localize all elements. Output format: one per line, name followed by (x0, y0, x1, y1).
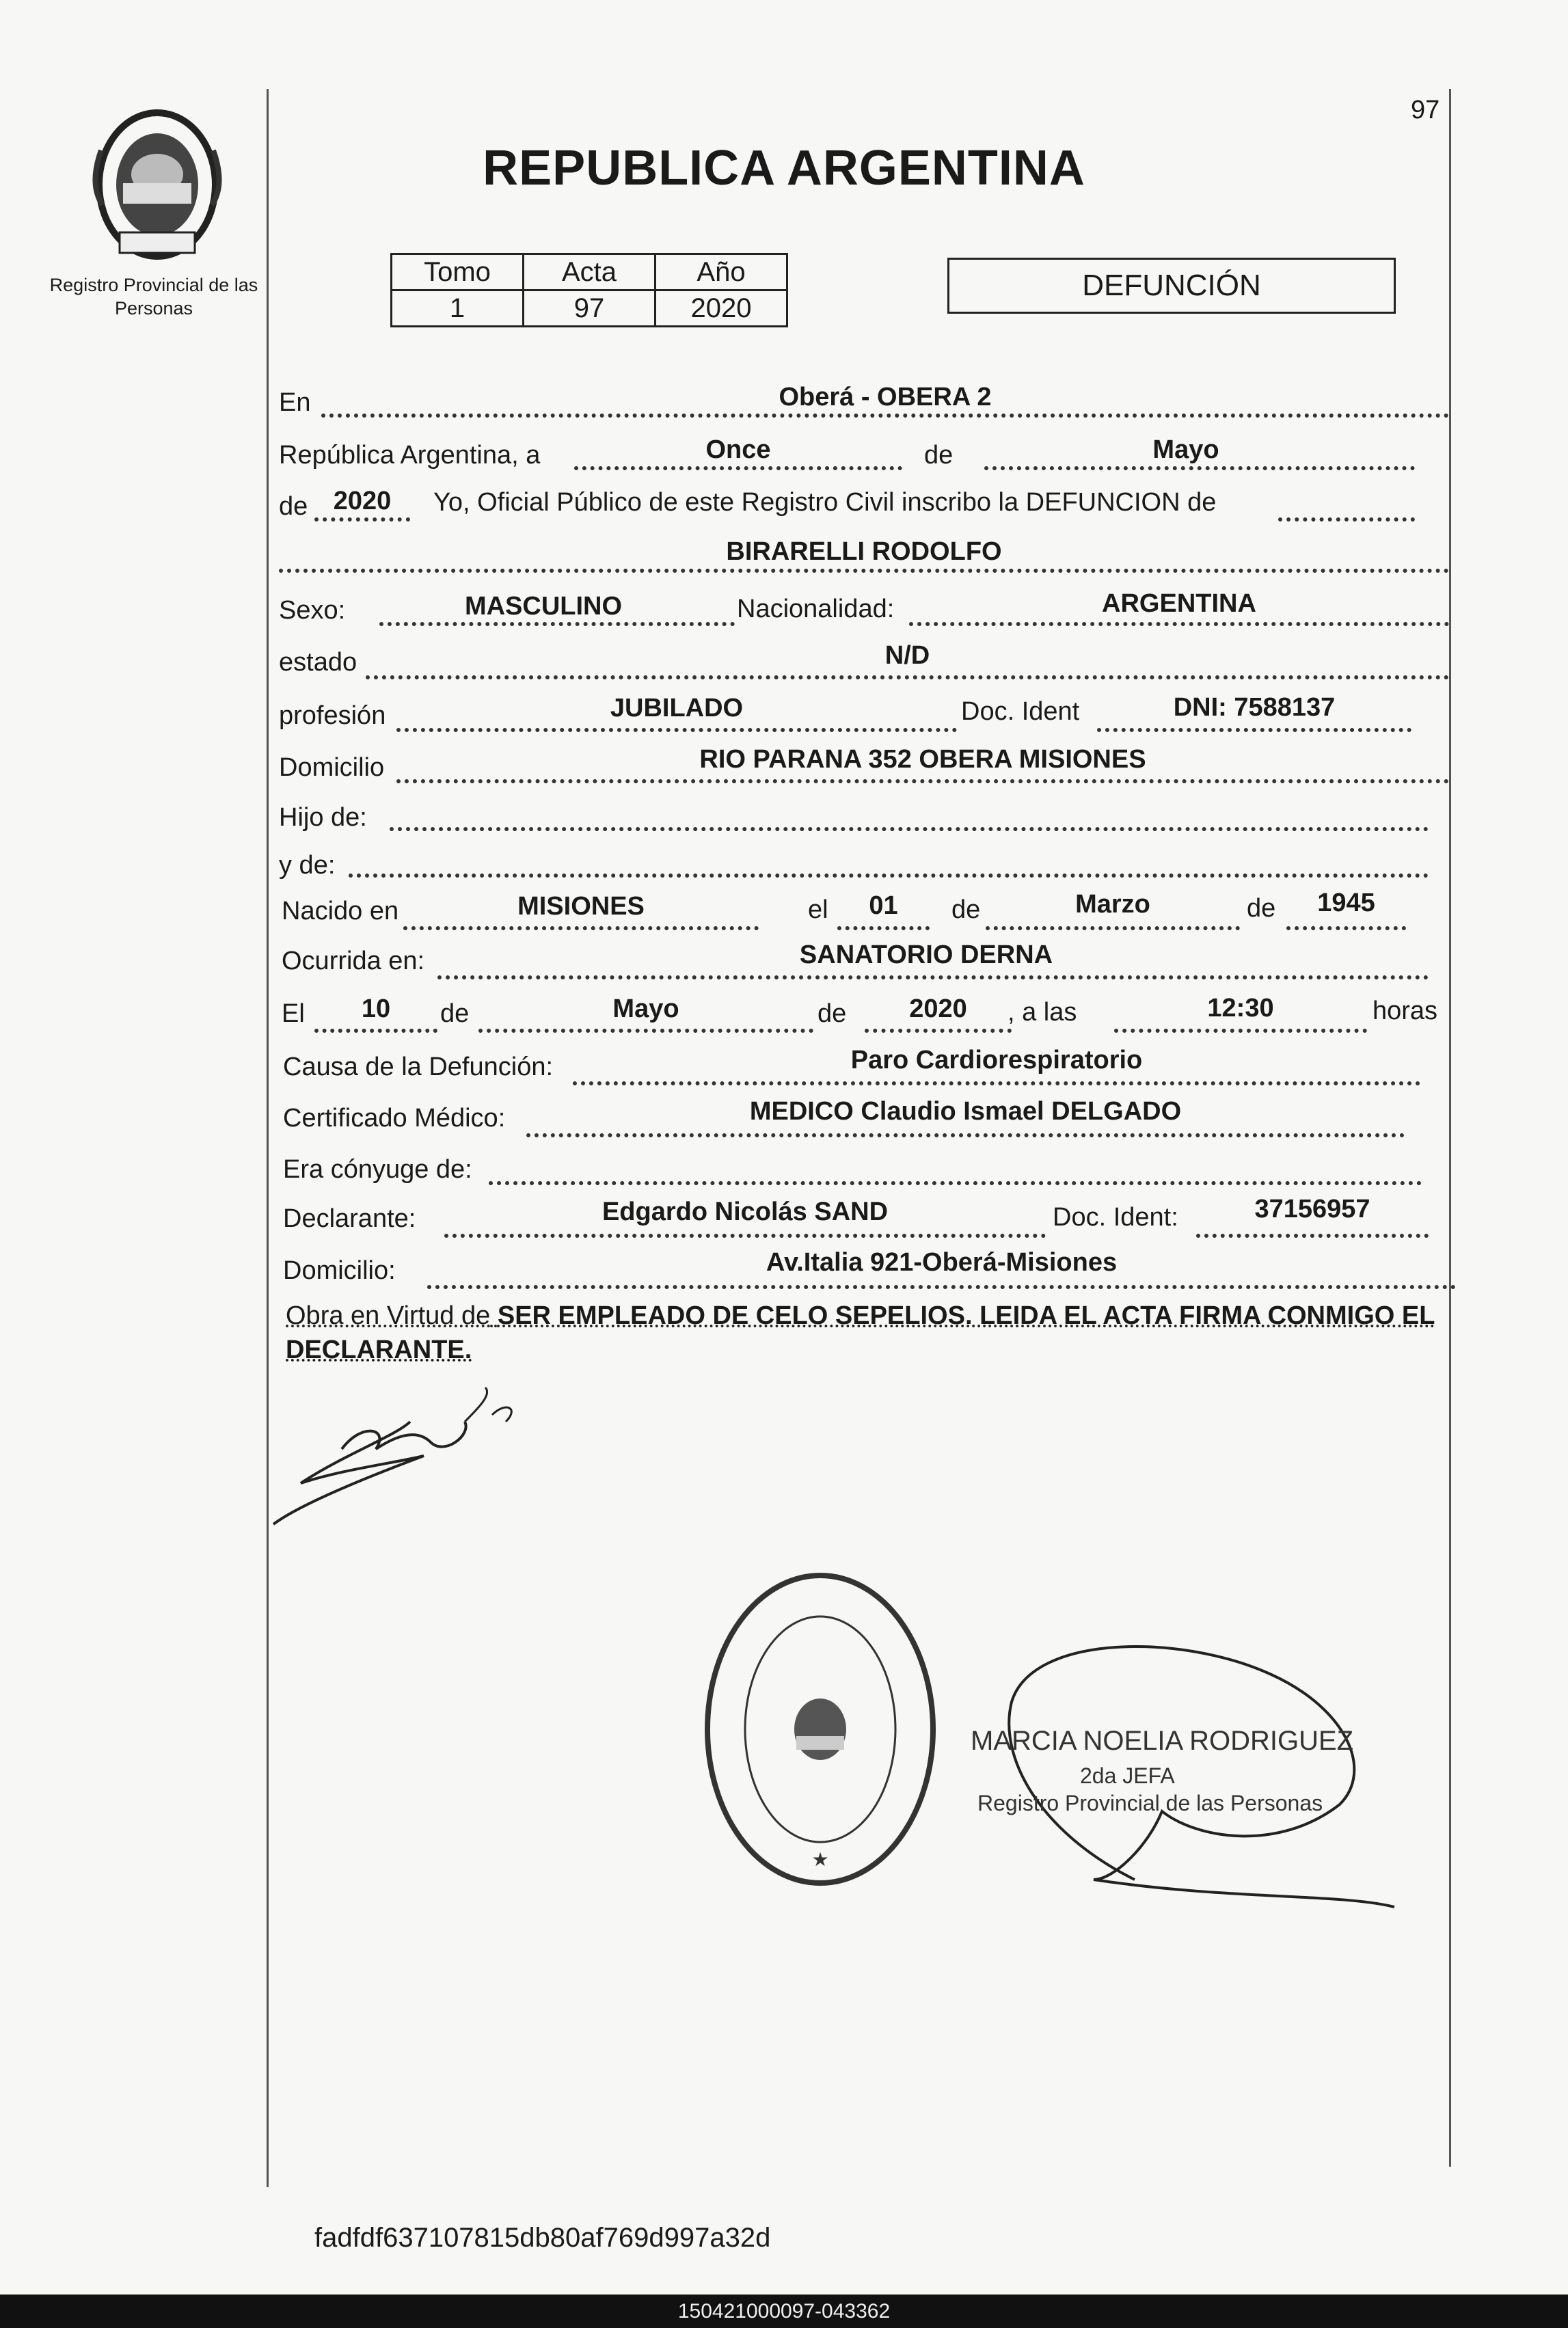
dotted-line (279, 569, 1449, 573)
label-causa: Causa de la Defunción: (283, 1053, 554, 1081)
label-el2: El (282, 999, 305, 1028)
dotted-line (379, 622, 735, 626)
official-role: 2da JEFA (1080, 1763, 1175, 1788)
label-profesion: profesión (279, 701, 386, 730)
label-de-d: de (817, 999, 847, 1028)
value-nombre: BIRARELLI RODOLFO (726, 537, 1002, 566)
left-margin-line (267, 89, 269, 2187)
value-causa: Paro Cardiorespiratorio (850, 1046, 1143, 1074)
value-dni: DNI: 7588137 (1173, 693, 1336, 722)
dotted-line (837, 926, 930, 930)
dotted-line (526, 1133, 1405, 1137)
dotted-line (321, 414, 1449, 418)
official-signature (957, 1606, 1408, 1921)
dotted-line (314, 517, 410, 522)
label-yo-text: Yo, Oficial Público de este Registro Civil inscribo la DEFUNCION de (433, 488, 1217, 517)
value-nacido-anio: 1945 (1317, 889, 1375, 917)
table-row (392, 254, 787, 290)
value-sexo: MASCULINO (464, 592, 623, 621)
dotted-line (1114, 1029, 1367, 1033)
dotted-line (396, 779, 1449, 783)
label-conyuge: Era cónyuge de: (283, 1155, 472, 1184)
obra-en-virtud (286, 1299, 1456, 1367)
value-muerte-anio: 2020 (909, 994, 967, 1023)
label-de: de (924, 441, 954, 470)
value-profesion: JUBILADO (610, 694, 744, 722)
value-anio: 2020 (333, 487, 392, 515)
value-hora: 12:30 (1207, 994, 1274, 1023)
svg-text:★: ★ (811, 1848, 829, 1871)
right-margin-line (1449, 89, 1451, 2167)
label-ocurrida-en: Ocurrida en: (282, 947, 425, 975)
header-acta: Acta (524, 254, 655, 290)
value-dia-letras: Once (705, 435, 771, 464)
value-muerte-dia: 10 (361, 994, 391, 1023)
label-estado: estado (279, 648, 357, 677)
record-table (390, 253, 788, 327)
round-seal-stamp (697, 1565, 943, 1893)
value-declarante-domicilio: Av.Italia 921-Oberá-Misiones (766, 1248, 1118, 1277)
dotted-line (1286, 926, 1406, 930)
value-ocurrida-en: SANATORIO DERNA (799, 940, 1053, 969)
label-y-de: y de: (279, 851, 336, 880)
label-hijo-de: Hijo de: (279, 803, 367, 832)
dotted-line (349, 874, 1429, 878)
value-muerte-mes: Mayo (612, 994, 679, 1023)
dotted-line (427, 1285, 1456, 1289)
dotted-line (396, 728, 957, 732)
value-nacionalidad: ARGENTINA (1102, 589, 1256, 618)
value-nacido-mes: Marzo (1075, 890, 1150, 919)
label-el: el (808, 895, 828, 924)
value-acta: 97 (524, 290, 655, 327)
value-obra-virtud: SER EMPLEADO DE CELO SEPELIOS. LEIDA EL ACTA FIRMA CONMIGO EL DECLARANTE. (286, 1301, 1435, 1364)
label-obra: Obra en Virtud de (286, 1301, 491, 1330)
declarant-signature (260, 1381, 533, 1531)
value-declarante: Edgardo Nicolás SAND (601, 1197, 889, 1226)
label-declarante: Declarante: (283, 1204, 416, 1233)
office-name: Registro Provincial de las Personas (49, 275, 258, 319)
dotted-line (986, 926, 1240, 930)
table-row (392, 290, 787, 327)
value-certificado: MEDICO Claudio Ismael DELGADO (749, 1097, 1182, 1126)
label-de-a: de (951, 895, 981, 924)
label-nacido-en: Nacido en (282, 897, 399, 925)
label-de2: de (279, 492, 308, 521)
dotted-line (403, 926, 759, 930)
label-de-c: de (440, 999, 470, 1028)
dotted-line (314, 1029, 437, 1033)
dotted-line (478, 1029, 813, 1033)
page-title: REPUBLICA ARGENTINA (483, 141, 1085, 195)
dotted-line (437, 975, 1429, 979)
dotted-line (489, 1181, 1422, 1185)
value-lugar: Oberá - OBERA 2 (779, 383, 992, 411)
label-doc-ident: Doc. Ident (961, 697, 1080, 726)
value-nacido-dia: 01 (869, 891, 898, 920)
page-number: 97 (1411, 96, 1440, 124)
value-estado: N/D (884, 641, 930, 670)
official-name: MARCIA NOELIA RODRIGUEZ (971, 1726, 1354, 1756)
dotted-line (573, 1081, 1420, 1085)
label-horas: horas (1373, 997, 1438, 1025)
dotted-line (865, 1029, 1012, 1033)
dotted-line (1196, 1234, 1429, 1238)
dotted-line (444, 1234, 1046, 1238)
value-nacido-en: MISIONES (517, 892, 645, 921)
dotted-line (1097, 728, 1411, 732)
official-office: Registro Provincial de las Personas (977, 1791, 1323, 1815)
label-certificado: Certificado Médico: (283, 1104, 506, 1133)
dotted-line (909, 622, 1449, 626)
value-declarante-doc: 37156957 (1254, 1195, 1370, 1223)
label-en: En (279, 388, 311, 417)
value-mes: Mayo (1152, 435, 1219, 464)
value-tomo: 1 (392, 290, 524, 327)
document-hash: fadfdf637107815db80af769d997a32d (314, 2223, 771, 2253)
label-republica: República Argentina, a (279, 441, 541, 470)
dotted-line (366, 675, 1449, 679)
barcode-number: 150421000097-043362 (677, 2300, 891, 2323)
label-nacionalidad: Nacionalidad: (737, 595, 895, 623)
dotted-line (574, 466, 902, 470)
label-domicilio: Domicilio (279, 753, 385, 782)
header-anio: Año (655, 254, 787, 290)
header-tomo: Tomo (392, 254, 524, 290)
value-anio: 2020 (655, 290, 787, 327)
value-domicilio: RIO PARANA 352 OBERA MISIONES (699, 745, 1146, 774)
label-de-b: de (1247, 894, 1276, 923)
label-a-las: , a las (1008, 998, 1077, 1027)
dotted-line (984, 466, 1415, 470)
dotted-line (1278, 517, 1415, 522)
label-sexo: Sexo: (279, 596, 346, 625)
document-type: DEFUNCIÓN (947, 258, 1396, 314)
label-doc-ident2: Doc. Ident: (1053, 1203, 1178, 1232)
dotted-line (390, 827, 1429, 831)
label-domicilio2: Domicilio: (283, 1256, 396, 1285)
